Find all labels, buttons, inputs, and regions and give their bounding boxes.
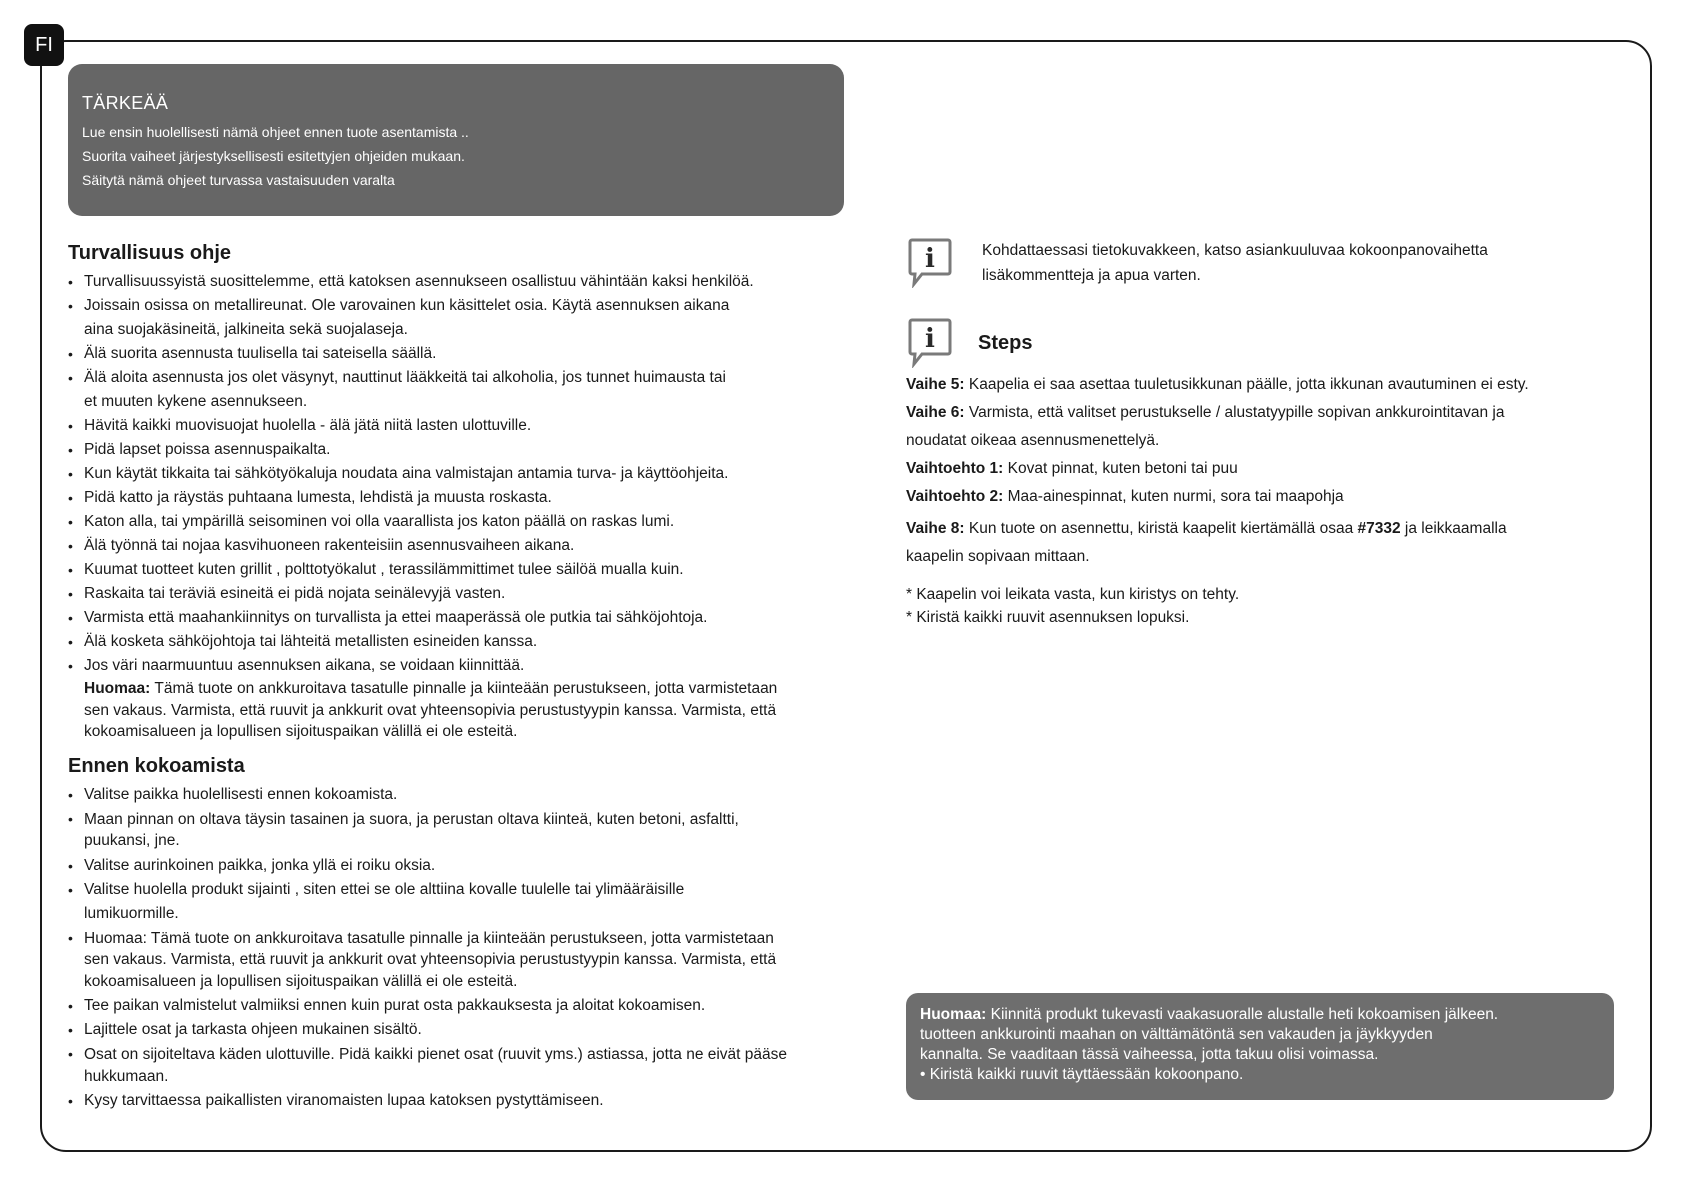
note-line: sen vakaus. Varmista, että ruuvit ja ankkurit ovat yhteensopivia perustustyypin kanssa. Varmista, että <box>84 701 777 719</box>
step-8-cont: kaapelin sopivaan mittaan. <box>906 548 1090 565</box>
footnote: * Kiristä kaikki ruuvit asennuksen lopuksi. <box>906 609 1190 626</box>
list-item-line: lumikuormille. <box>84 904 179 922</box>
list-item: • Valitse aurinkoinen paikka, jonka yllä ei roiku oksia. <box>68 854 858 878</box>
note-line: Tämä tuote on ankkuroitava tasatulle pinnalle ja kiinteään perustukseen, jotta varmistetaan <box>150 680 778 697</box>
list-item <box>68 366 858 414</box>
step-5 <box>906 371 1616 399</box>
language-tab: FI <box>24 24 64 66</box>
list-item <box>68 294 858 342</box>
note-box <box>906 993 1614 1100</box>
note-line: kannalta. Se vaaditaan tässä vaiheessa, jotta takuu olisi voimassa. <box>920 1046 1379 1063</box>
left-column <box>68 240 858 1113</box>
step-label: Vaihe 5: <box>906 376 965 393</box>
list-item-line: sen vakaus. Varmista, että ruuvit ja ankkurit ovat yhteensopivia perustustyypin kanssa. Varmista, että <box>84 951 777 968</box>
list-item: • Tee paikan valmistelut valmiiksi ennen kuin purat osta pakkauksesta ja aloitat kokoamisen. <box>68 994 858 1018</box>
list-item: • Lajittele osat ja tarkasta ohjeen mukainen sisältö. <box>68 1018 858 1042</box>
steps-title: Steps <box>978 332 1033 354</box>
important-line: Lue ensin huolellisesti nämä ohjeet ennen tuote asentamista .. <box>82 124 469 140</box>
steps-column <box>906 371 1616 629</box>
list-item-line: Valitse huolella produkt sijainti , siten ettei se ole alttiina kovalle tuulelle tai ylimääräisille <box>84 880 685 898</box>
note-label: Huomaa: <box>84 680 151 697</box>
note-line: tuotteen ankkurointi maahan on välttämätöntä sen vakauden ja jäykkyyden <box>920 1026 1433 1043</box>
before-assembly-list <box>68 783 858 1114</box>
info-text <box>982 238 1622 288</box>
important-title: TÄRKEÄÄ <box>82 93 169 113</box>
list-item: • Älä suorita asennusta tuulisella tai sateisella säällä. <box>68 342 858 366</box>
list-item <box>68 807 858 854</box>
step-text: Kaapelia ei saa asettaa tuuletusikkunan päälle, jotta ikkunan avautuminen ei esty. <box>964 376 1529 393</box>
safety-list <box>68 270 858 678</box>
list-item-line: Joissain osissa on metallireunat. Ole varovainen kun käsittelet osia. Käytä asennuksen aikana <box>84 297 730 314</box>
list-item: • Älä kosketa sähköjohtoja tai lähteitä metallisten esineiden kanssa. <box>68 630 858 654</box>
option-text: Kovat pinnat, kuten betoni tai puu <box>1003 460 1238 477</box>
list-item: • Katon alla, tai ympärillä seisominen voi olla vaarallista jos katon päällä on raskas lumi. <box>68 510 858 534</box>
option-label: Vaihtoehto 2: <box>906 488 1004 505</box>
part-number: #7332 <box>1357 520 1401 537</box>
note-line <box>920 1005 1600 1025</box>
note-line: kokoamisalueen ja lopullisen sijoituspaikan välillä ei ole esteitä. <box>84 723 518 740</box>
list-item-line: et muuten kykene asennukseen. <box>84 393 308 410</box>
list-item-line: Älä aloita asennusta jos olet väsynyt, nauttinut lääkkeitä tai alkoholia, jos tunnet huimausta tai <box>84 369 726 386</box>
footnotes <box>906 583 1616 629</box>
list-item-line: Osat on sijoiteltava käden ulottuville. Pidä kaikki pienet osat (ruuvit yms.) astiassa, jotta ne eivät pääse <box>84 1046 788 1063</box>
info-line: Kohdattaessasi tietokuvakkeen, katso asiankuuluvaa kokoonpanovaihetta <box>982 242 1488 259</box>
list-item: • Varmista että maahankiinnitys on turvallista ja ettei maaperässä ole putkia tai sähköjohtoja. <box>68 606 858 630</box>
list-item: • Pidä katto ja räystäs puhtaana lumesta, lehdistä ja muusta roskasta. <box>68 486 858 510</box>
before-assembly-title: Ennen kokoamista <box>68 754 245 777</box>
step-6 <box>906 399 1616 427</box>
step-label: Vaihe 6: <box>906 404 965 421</box>
note-line: • Kiristä kaikki ruuvit täyttäessään kokoonpano. <box>920 1066 1244 1083</box>
list-item: • Kuumat tuotteet kuten grillit , polttotyökalut , terassilämmittimet tulee säilöä mualla kuin. <box>68 558 858 582</box>
list-item: • Kysy tarvittaessa paikallisten viranomaisten lupaa katoksen pystyttämiseen. <box>68 1089 858 1113</box>
important-box <box>68 64 844 216</box>
list-item <box>68 878 858 926</box>
list-item: • Kun käytät tikkaita tai sähkötyökaluja noudata aina valmistajan antamia turva- ja käyttöohjeita. <box>68 462 858 486</box>
note-label: Huomaa: <box>920 1006 987 1023</box>
list-item-line: Maan pinnan on oltava täysin tasainen ja suora, ja perustan oltava kiinteä, kuten betoni, asfaltti, <box>84 810 739 828</box>
list-item <box>68 926 858 995</box>
step-text: Kun tuote on asennettu, kiristä kaapelit kiertämällä osaa <box>964 520 1358 537</box>
footnote: * Kaapelin voi leikata vasta, kun kiristys on tehty. <box>906 586 1240 603</box>
option-text: Maa-ainespinnat, kuten nurmi, sora tai maapohja <box>1003 488 1344 505</box>
step-8 <box>906 515 1616 543</box>
step-text: ja leikkaamalla <box>1400 520 1507 537</box>
info-line: lisäkommentteja ja apua varten. <box>982 267 1201 284</box>
steps-info-icon <box>908 318 952 368</box>
step-label: Vaihe 8: <box>906 520 965 537</box>
step-text: Varmista, että valitset perustukselle / alustatyypille sopivan ankkurointitavan ja <box>964 404 1505 421</box>
list-item: • Jos väri naarmuuntuu asennuksen aikana, se voidaan kiinnittää. <box>68 654 858 678</box>
list-item-line: kokoamisalueen ja lopullisen sijoituspaikan välillä ei ole esteitä. <box>84 972 518 990</box>
list-item: • Valitse paikka huolellisesti ennen kokoamista. <box>68 783 858 807</box>
list-item: • Raskaita tai teräviä esineitä ei pidä nojata seinälevyjä vasten. <box>68 582 858 606</box>
option-2 <box>906 483 1616 511</box>
important-line: Suorita vaiheet järjestyksellisesti esitettyjen ohjeiden mukaan. <box>82 148 465 164</box>
safety-title: Turvallisuus ohje <box>68 242 231 264</box>
safety-note <box>68 678 858 743</box>
list-item: • Pidä lapset poissa asennuspaikalta. <box>68 438 858 462</box>
info-glyph: i <box>925 324 935 354</box>
list-item-line: puukansi, jne. <box>84 832 180 849</box>
list-item-line: aina suojakäsineitä, jalkineita sekä suojalaseja. <box>84 321 408 338</box>
list-item: • Turvallisuussyistä suosittelemme, että katoksen asennukseen osallistuu vähintään kaksi henkilöä. <box>68 270 858 294</box>
info-icon <box>908 238 952 288</box>
list-item-line: Huomaa: Tämä tuote on ankkuroitava tasatulle pinnalle ja kiinteään perustukseen, jotta varmistetaan <box>84 929 774 947</box>
list-item: • Älä työnnä tai nojaa kasvihuoneen rakenteisiin asennusvaiheen aikana. <box>68 534 858 558</box>
note-text: Kiinnitä produkt tukevasti vaakasuoralle alustalle heti kokoamisen jälkeen. <box>986 1006 1499 1023</box>
step-6-cont: noudatat oikeaa asennusmenettelyä. <box>906 432 1160 449</box>
list-item-line: hukkumaan. <box>84 1067 169 1085</box>
option-label: Vaihtoehto 1: <box>906 460 1004 477</box>
list-item <box>68 1042 858 1089</box>
list-item: • Hävitä kaikki muovisuojat huolella - älä jätä niitä lasten ulottuville. <box>68 414 858 438</box>
important-line: Säitytä nämä ohjeet turvassa vastaisuuden varalta <box>82 172 395 188</box>
info-glyph: i <box>925 244 935 274</box>
option-1 <box>906 455 1616 483</box>
